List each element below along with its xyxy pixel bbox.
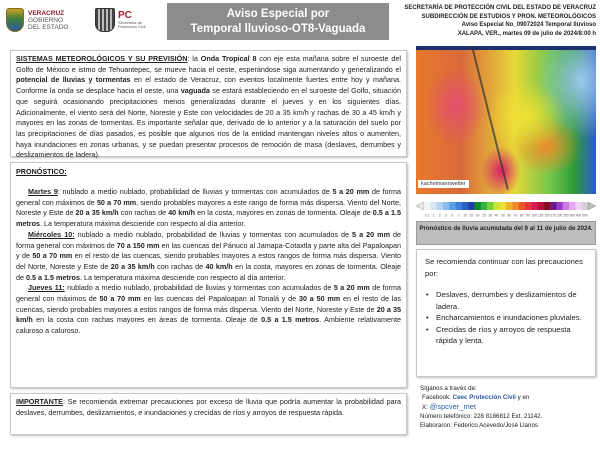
forecast-value: 5 a 20 mm (333, 283, 370, 293)
colorbar-tick-label: 60 (507, 213, 511, 218)
colorbar-swatch (544, 202, 551, 210)
forecast-text: en la costa con rachas mayores en áreas de tormenta. Oleaje de (32, 315, 262, 325)
forecast-text: en el resto de las cuencas, siendo probables mayores a estos rangos de forma más dispersa. Viento del Norte, Noreste y Este de (16, 251, 401, 271)
map-brand-label: kachelmannwetter (418, 180, 469, 188)
colorbar-swatch (506, 202, 513, 210)
forecast-text: de forma general con máximos de (16, 187, 401, 207)
forecast-text: en las cuencas del Papaloapan al Tonalá y de (140, 294, 299, 304)
forecast-value: 40 km/h (168, 208, 196, 218)
colorbar-tick-label: 25 (482, 213, 486, 218)
colorbar-svg (416, 202, 596, 218)
rainfall-forecast-map (416, 46, 596, 194)
colorbar-swatch (424, 202, 431, 210)
colorbar-swatch (500, 202, 507, 210)
phone-number: Número telefónico: 228 8186812 Ext. 21142. (420, 413, 543, 420)
authors: Elaboraron: Federico Acevedo/José Llanos (420, 422, 538, 429)
forecast-text: . Ambiente relativamente caluroso a caluroso. (16, 315, 401, 336)
map-header-strip (416, 46, 596, 50)
colorbar-swatch (481, 202, 488, 210)
colorbar-tick-label: 20 (475, 213, 480, 218)
logo-pc-mark: PC (118, 9, 132, 21)
important-paragraph (16, 397, 401, 418)
colorbar-swatch (487, 202, 494, 210)
precaution-item: • Deslaves, derrumbes y deslizamientos de ladera. (425, 289, 587, 312)
logo-pc-line1: Secretaría de (118, 19, 143, 25)
colorbar-tick-label: 7 (457, 213, 460, 218)
colorbar-tick-label: 300 (569, 213, 575, 218)
colorbar-tick-label: 0.1 (424, 213, 430, 218)
forecast-value: 20 a 35 km/h (16, 304, 402, 325)
forecast-heading: PRONÓSTICO: (16, 167, 67, 176)
forecast-value: 20 a 35 km/h (75, 208, 119, 218)
colorbar-tick-label: 15 (469, 213, 474, 218)
important-box (10, 393, 407, 435)
colorbar-swatch (430, 202, 437, 210)
forecast-value: 0.5 a 1.5 metros (16, 208, 401, 229)
colorbar-swatch (563, 202, 570, 210)
forecast-text: en la costa, mayores en zonas de tormenta. Oleaje de (195, 208, 373, 218)
forecast-value: 50 a 70 mm (99, 294, 141, 304)
forecast-value: 20 a 35 km/h (110, 261, 155, 271)
colorbar-tick-label: 150 (544, 213, 550, 218)
pc-emblem-icon (95, 8, 115, 32)
colorbar-swatch (437, 202, 444, 210)
systems-bold-2: potencial de lluvias y tormentas (16, 75, 131, 85)
forecast-text: de forma general con máximos de (16, 283, 401, 304)
colorbar-tick-label: 500 (582, 213, 588, 218)
colorbar-swatch (512, 202, 519, 210)
colorbar-swatch (582, 202, 589, 210)
colorbar-tick-label: 125 (538, 213, 544, 218)
colorbar-tick-label: 400 (575, 213, 582, 218)
colorbar-tick-label: 80 (519, 213, 524, 218)
veracruz-shield-icon (6, 8, 24, 32)
systems-heading: SISTEMAS METEOROLÓGICOS Y SU PREVISIÓN (16, 54, 188, 63)
title-line2: Temporal lluvioso-OT8-Vaguada (190, 23, 366, 35)
forecast-day (16, 283, 401, 337)
forecast-box (10, 162, 407, 388)
forecast-day-label: Martes 9 (28, 187, 58, 196)
colorbar-right-arrow (588, 202, 596, 210)
colorbar-tick-label: 70 (513, 213, 518, 218)
forecast-text: : nublado a medio nublado, probabilidad de lluvias y tormentas con acumulados de (57, 187, 333, 196)
x-handle-link[interactable]: @spcver_met (429, 402, 476, 411)
forecast-text: en las cuencas del Pánuco al Jamapa-Cotaxtla y parte alta del Papaloapan y de (16, 240, 401, 261)
rainfall-colorbar (416, 202, 596, 218)
forecast-text: de forma general con máximos de (16, 229, 402, 250)
important-heading: IMPORTANTE (16, 397, 63, 406)
colorbar-tick-label: 100 (531, 213, 538, 218)
colorbar-tick-label: 5 (451, 213, 454, 218)
map-caption: Pronóstico de lluvia acumulada del 9 al 11 de julio de 2024. (416, 221, 596, 245)
forecast-value: 0.5 a 1.5 metros (26, 272, 80, 282)
colorbar-tick-label: 40 (494, 213, 499, 218)
systems-box (10, 50, 407, 160)
colorbar-tick-label: 2 (438, 213, 441, 218)
systems-text-1: : la (187, 54, 201, 63)
agency-line2: SUBDIRECCIÓN DE ESTUDIOS Y PRON. METEOROLÓGICOS (421, 13, 596, 20)
map-road-line (471, 46, 509, 190)
forecast-day (16, 230, 401, 284)
forecast-text: nublado a medio nublado, probabilidad de lluvias y tormentas con acumulados de (64, 283, 334, 293)
colorbar-left-arrow (416, 202, 424, 210)
title-line1: Aviso Especial por (226, 8, 330, 20)
systems-paragraph (16, 54, 401, 161)
colorbar-tick-label: 250 (563, 213, 569, 218)
forecast-text: con rachas de (118, 208, 169, 218)
facebook-label: Facebook: (422, 394, 453, 401)
agency-line4: XALAPA, VER., martes 09 de julio de 2024/8:00 h (457, 30, 596, 37)
forecast-text: . La temperatura máxima desciende con respecto al día anterior. (79, 272, 286, 282)
follow-text: Síganos a través de: (420, 385, 477, 392)
forecast-value: 5 a 20 mm (352, 229, 390, 239)
precautions-intro: Se recomienda continuar con las precauciones por: (425, 257, 583, 278)
logo-veracruz-line3: DEL ESTADO (28, 23, 69, 31)
colorbar-swatch (449, 202, 456, 210)
systems-bold-3: vaguada (180, 86, 210, 96)
logo-veracruz-line2: GOBIERNO (28, 16, 64, 24)
colorbar-swatch (462, 202, 469, 210)
colorbar-swatch (550, 202, 557, 210)
forecast-text: en el resto de las cuencas, siendo probables mayores a estos rangos de forma más dispersa. Viento del Norte, Noreste y Este de (16, 294, 401, 314)
forecast-value: 30 a 50 mm (298, 294, 341, 304)
colorbar-tick-label: 50 (501, 213, 505, 218)
systems-text-4: se estará estableciendo en el suroeste del Golfo, situación que seguirá ocasionando precipitaciones menos generalizadas durante el jueves y en los siguientes días. Adicionalmente, el viento será del Norte, Noreste y Este con velocidades de 20 a 35 km/h y rachas de 30 a 45 km/h y mayores en las zonas de tormentas. Es importante señalar que, derivado de lo anterior y a la saturación del suelo por las precipitaciones de días pasados, es posible que algunos ríos de la entidad mantengan niveles altos o aumenten, haya inundaciones en zonas urbanas, y se puedan presentar procesos de remoción de masa (deslaves, derrumbes y deslizamientos de ladera). (16, 86, 401, 160)
forecast-value: 50 a 70 mm (96, 197, 137, 207)
colorbar-tick-label: 3 (445, 213, 447, 218)
facebook-line (420, 393, 596, 402)
colorbar-swatch (443, 202, 450, 210)
page-title (167, 3, 389, 40)
colorbar-tick-label: 90 (526, 213, 530, 218)
forecast-text: . La temperatura máxima desciende con respecto al día anterior. (39, 219, 246, 229)
colorbar-swatch (474, 202, 481, 210)
colorbar-swatch (525, 202, 532, 210)
systems-text-2: con eje esta mañana sobre el suroeste del Golfo de México e istmo de Tehuantepec, se mueve hacia el oeste, esperándose siga aumentando y generalizando el (16, 54, 402, 74)
facebook-suffix: y en (515, 394, 530, 401)
agency-info (398, 4, 596, 38)
forecast-day-label: Jueves 11: (28, 283, 65, 293)
logo-veracruz-line1: VERACRUZ (28, 9, 65, 17)
logo-pc-line2: Protección Civil (118, 24, 146, 29)
systems-bold-1: Onda Tropical 8 (200, 54, 257, 63)
agency-line3: Aviso Especial No_09072024 Temporal lluvioso (461, 22, 596, 28)
colorbar-swatch (556, 202, 563, 210)
precaution-item: • Encharcamientos e inundaciones pluviales. (425, 312, 587, 324)
precaution-item: • Crecidas de ríos y arroyos de respuesta rápida y lenta. (425, 324, 587, 347)
colorbar-tick-label: 175 (550, 213, 556, 218)
forecast-text: , siendo probables mayores a este rango de forma más dispersa. Viento del Norte, Noreste y Este de (16, 197, 401, 218)
forecast-value: 5 a 20 mm (332, 187, 370, 196)
colorbar-tick-label: 200 (556, 213, 563, 218)
forecast-value: 40 km/h (205, 261, 233, 271)
precautions-list (425, 289, 587, 347)
colorbar-tick-label: 1 (432, 213, 435, 218)
colorbar-tick-label: 30 (488, 213, 493, 218)
colorbar-swatch (456, 202, 463, 210)
forecast-text: nublado a medio nublado, probabilidad de lluvias y tormentas con acumulados de (74, 229, 353, 239)
colorbar-swatch (531, 202, 538, 210)
contact-info (420, 384, 596, 430)
precautions-box (416, 249, 596, 377)
x-line (420, 402, 596, 412)
forecast-value: 70 a 150 mm (116, 240, 160, 250)
colorbar-swatch (575, 202, 582, 210)
forecast-day (16, 187, 401, 230)
colorbar-swatch (569, 202, 576, 210)
forecast-text: con rachas de (154, 261, 206, 271)
forecast-value: 0.5 a 1.5 metros (261, 315, 320, 325)
colorbar-swatch (468, 202, 475, 210)
colorbar-tick-label: 10 (463, 213, 467, 218)
forecast-day-label: Miércoles 10: (28, 229, 75, 239)
colorbar-swatch (538, 202, 545, 210)
important-text: : Se recomienda extremar precauciones por exceso de lluvia que podría aumentar la probabilidad para deslaves, derrumbes, deslizamientos, e inundaciones y crecidas de ríos y arroyos de respuesta rápida. (16, 397, 401, 417)
forecast-value: 50 a 70 mm (32, 251, 73, 261)
colorbar-swatch (519, 202, 526, 210)
x-label: X: (422, 404, 430, 411)
systems-text-3: en el estado de Veracruz, con eventos localmente fuertes entre hoy y mañana. Conforme la onda se desplace hacia el oeste, una (16, 75, 401, 96)
veracruz-logo (6, 6, 76, 34)
agency-line1: SECRETARÍA DE PROTECCIÓN CIVIL DEL ESTADO DE VERACRUZ (404, 5, 596, 11)
facebook-link[interactable]: Ceec Protección Civil (452, 394, 516, 401)
colorbar-swatch (493, 202, 500, 210)
forecast-text: en la costa, mayores en zonas de tormenta. Oleaje de (16, 261, 401, 282)
proteccion-civil-logo (95, 7, 155, 33)
